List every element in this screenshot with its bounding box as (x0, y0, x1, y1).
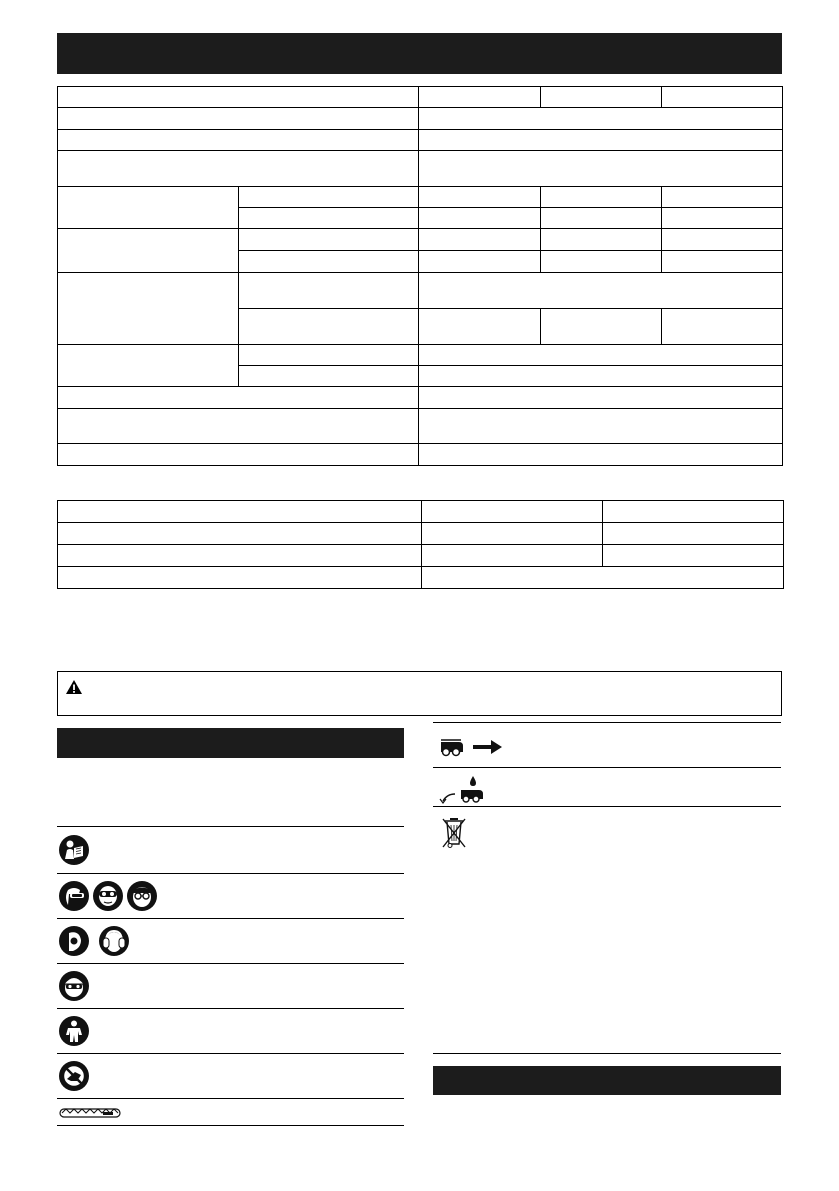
spec-cell (419, 273, 783, 309)
spec-cell (58, 87, 419, 108)
spec-cell (419, 345, 783, 366)
bottom-section-title (433, 1066, 781, 1078)
list-item (57, 874, 404, 919)
battery-cell (603, 523, 784, 545)
spec-cell (58, 387, 419, 409)
spec-cell (58, 345, 239, 387)
bottom-section-bar (433, 1066, 781, 1095)
battery-cell (58, 545, 422, 567)
spec-cell (419, 366, 783, 387)
header-bar (57, 33, 782, 74)
table-row (58, 151, 783, 187)
table-row (58, 108, 783, 130)
spec-cell (419, 251, 540, 273)
list-item (433, 768, 781, 806)
spec-cell (540, 229, 661, 251)
battery-cell (58, 567, 422, 589)
spec-cell (239, 251, 419, 273)
spec-cell (419, 151, 783, 187)
spec-cell (239, 187, 419, 208)
read-manual-icon (59, 835, 89, 870)
list-item (57, 827, 404, 874)
battery-cell (422, 501, 603, 523)
spec-cell (419, 409, 783, 444)
battery-cell (422, 567, 784, 589)
spec-cell (58, 444, 419, 466)
weee-crossed-bin-icon (441, 817, 467, 854)
spec-cell (58, 151, 419, 187)
spec-cell (239, 273, 419, 309)
battery-cell (58, 523, 422, 545)
ear-muffs-icon (99, 926, 129, 961)
chain-oil-icon (437, 774, 487, 809)
list-item (433, 723, 781, 767)
battery-cell (422, 523, 603, 545)
table-row (58, 345, 783, 366)
list-item (57, 1054, 404, 1099)
table-row (58, 87, 783, 108)
ear-plug-icon (59, 926, 89, 961)
spec-cell (58, 409, 419, 444)
table-row (58, 409, 783, 444)
spec-cell (661, 251, 782, 273)
spec-cell (239, 309, 419, 345)
spec-cell (239, 345, 419, 366)
list-item (57, 919, 404, 964)
spec-cell (540, 208, 661, 229)
spec-cell (419, 387, 783, 409)
table-row (58, 523, 784, 545)
eye-protection-icon (59, 881, 89, 916)
list-item (433, 807, 781, 1053)
spec-cell (419, 229, 540, 251)
spec-cell (419, 130, 783, 151)
spec-cell (661, 229, 782, 251)
face-goggles-icon (93, 881, 123, 916)
battery-cell (603, 545, 784, 567)
symbols-section-title (57, 728, 404, 740)
table-row (58, 501, 784, 523)
protective-clothing-icon (59, 1016, 89, 1051)
symbols-list (57, 826, 404, 1126)
spec-cell (540, 87, 661, 108)
warning-triangle-icon (65, 679, 83, 700)
spec-cell (540, 251, 661, 273)
head-eye-protection-icon (59, 971, 89, 1006)
list-item (57, 1099, 404, 1126)
table-row (58, 273, 783, 309)
chain-direction-icon (439, 736, 503, 763)
table-row (58, 229, 783, 251)
spec-cell (540, 309, 661, 345)
table-row (58, 130, 783, 151)
spec-cell (58, 108, 419, 130)
spec-cell (661, 187, 782, 208)
battery-table (57, 500, 784, 589)
symbols-section-bar (57, 728, 404, 758)
spec-cell (661, 309, 782, 345)
spec-cell (540, 187, 661, 208)
specifications-table (57, 86, 783, 466)
spec-cell (58, 229, 239, 273)
spec-cell (419, 108, 783, 130)
face-glasses-icon (127, 881, 157, 916)
saw-chain-icon (59, 1106, 121, 1124)
list-item (57, 1009, 404, 1054)
spec-cell (58, 130, 419, 151)
spec-cell (239, 366, 419, 387)
battery-cell (422, 545, 603, 567)
spec-cell (239, 208, 419, 229)
battery-cell (603, 501, 784, 523)
table-row (58, 187, 783, 208)
header-title (57, 33, 782, 45)
spec-cell (419, 87, 540, 108)
spec-cell (58, 273, 239, 345)
spec-cell (58, 187, 239, 229)
divider (433, 1053, 781, 1054)
table-row (58, 444, 783, 466)
spec-cell (419, 309, 540, 345)
warning-box (57, 671, 782, 716)
battery-cell (58, 501, 422, 523)
table-row (58, 567, 784, 589)
spec-cell (661, 208, 782, 229)
spec-cell (661, 87, 782, 108)
spec-cell (239, 229, 419, 251)
one-hand-prohibited-icon (59, 1061, 89, 1096)
table-row (58, 387, 783, 409)
spec-cell (419, 208, 540, 229)
list-item (57, 964, 404, 1009)
spec-cell (419, 187, 540, 208)
spec-cell (419, 444, 783, 466)
table-row (58, 545, 784, 567)
